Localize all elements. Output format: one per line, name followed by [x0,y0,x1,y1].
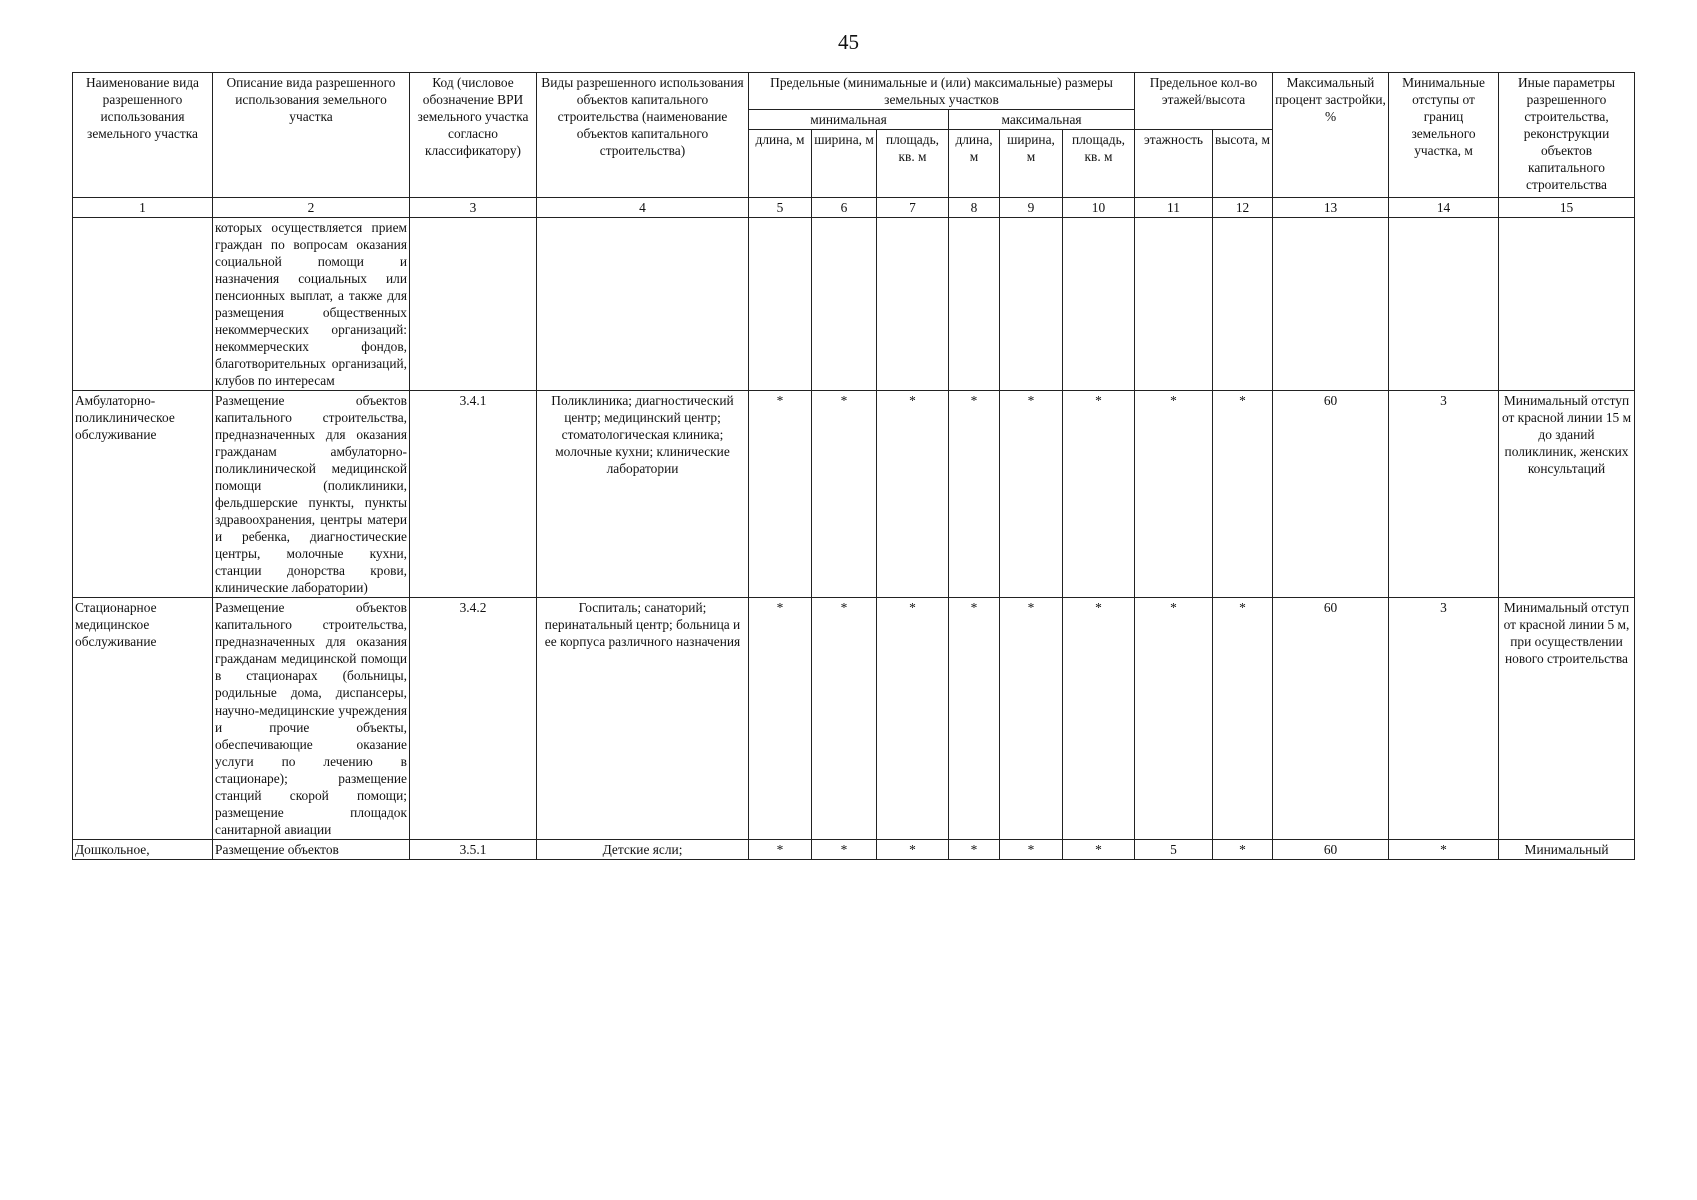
cell-floors [1135,218,1213,391]
column-number: 5 [749,198,812,218]
cell-name: Амбулаторно-поликлиническое обслуживание [73,391,213,598]
cell-code [410,218,537,391]
cell-description: Размещение объектов капитального строительства, предназначенных для оказания гражданам медицинской помощи в стационарах (больницы, родильные дома, диспансеры, научно-медицинские учреждения и прочие объекты, обеспечивающие оказание услуги по лечению в стационаре); размещение станций скорой помощи; размещение площадок санитарной авиации [213,598,410,839]
cell-code: 3.4.2 [410,598,537,839]
cell-max-coverage: 60 [1273,391,1389,598]
cell-max-coverage [1273,218,1389,391]
cell-height [1213,218,1273,391]
column-number: 8 [949,198,1000,218]
cell-name [73,218,213,391]
cell-max-area: * [1063,598,1135,839]
cell-name: Стационарное медицинское обслуживание [73,598,213,839]
cell-description: которых осуществляется прием граждан по вопросам оказания социальной помощи и назначения социальных или пенсионных выплат, а также для размещения общественных некоммерческих организаций: некоммерческих фондов, благотворительных организаций, клубов по интересам [213,218,410,391]
header-height: высота, м [1213,130,1273,198]
header-land-use-name: Наименование вида разрешенного использования земельного участка [73,73,213,198]
cell-max-width: * [1000,598,1063,839]
column-number: 13 [1273,198,1389,218]
cell-max-area [1063,218,1135,391]
cell-objects: Детские ясли; [537,839,749,859]
header-max-width: ширина, м [1000,130,1063,198]
header-max-coverage: Максимальный процент застройки, % [1273,73,1389,198]
cell-min-area: * [877,391,949,598]
table-row [73,598,1635,839]
cell-height: * [1213,598,1273,839]
cell-other [1499,218,1635,391]
cell-max-width: * [1000,391,1063,598]
table-row [73,391,1635,598]
cell-code: 3.4.1 [410,391,537,598]
cell-height: * [1213,839,1273,859]
header-plot-size-limits: Предельные (минимальные и (или) максимальные) размеры земельных участков [749,73,1135,110]
cell-min-width: * [812,598,877,839]
land-use-regulations-table [72,72,1635,860]
header-code: Код (числовое обозначение ВРИ земельного участка согласно классификатору) [410,73,537,198]
cell-min-area [877,218,949,391]
cell-min-width [812,218,877,391]
header-floors: этажность [1135,130,1213,198]
header-min-length: длина, м [749,130,812,198]
cell-floors: * [1135,598,1213,839]
cell-min-length: * [749,598,812,839]
cell-description: Размещение объектов капитального строительства, предназначенных для оказания гражданам амбулаторно-поликлинической медицинской помощи (поликлиники, фельдшерские пункты, пункты здравоохранения, центры матери и ребенка, диагностические центры, молочные кухни, станции донорства крови, клинические лаборатории) [213,391,410,598]
cell-other: Минимальный отступ от красной линии 5 м, при осуществлении нового строительства [1499,598,1635,839]
cell-min-width: * [812,839,877,859]
cell-max-coverage: 60 [1273,598,1389,839]
column-number: 11 [1135,198,1213,218]
header-min-width: ширина, м [812,130,877,198]
cell-min-length: * [749,839,812,859]
cell-min-setback: 3 [1389,391,1499,598]
column-number: 12 [1213,198,1273,218]
page-number: 45 [838,30,859,54]
column-number: 9 [1000,198,1063,218]
column-number: 10 [1063,198,1135,218]
column-number: 6 [812,198,877,218]
cell-other: Минимальный [1499,839,1635,859]
header-min-area: площадь, кв. м [877,130,949,198]
column-number: 1 [73,198,213,218]
column-number: 7 [877,198,949,218]
cell-objects: Госпиталь; санаторий; перинатальный центр; больница и ее корпуса различного назначения [537,598,749,839]
cell-min-length: * [749,391,812,598]
table-body [73,218,1635,860]
cell-max-length [949,218,1000,391]
cell-min-length [749,218,812,391]
header-min-setbacks: Минимальные отступы от границ земельного участка, м [1389,73,1499,198]
header-max-area: площадь, кв. м [1063,130,1135,198]
cell-name: Дошкольное, [73,839,213,859]
header-max-length: длина, м [949,130,1000,198]
cell-max-length: * [949,839,1000,859]
cell-description: Размещение объектов [213,839,410,859]
header-minimum: минимальная [749,110,949,130]
cell-min-setback [1389,218,1499,391]
cell-height: * [1213,391,1273,598]
column-number: 3 [410,198,537,218]
header-maximum: максимальная [949,110,1135,130]
table-row [73,218,1635,391]
cell-floors: 5 [1135,839,1213,859]
cell-min-area: * [877,598,949,839]
table-row [73,839,1635,859]
cell-max-area: * [1063,839,1135,859]
cell-min-width: * [812,391,877,598]
cell-objects [537,218,749,391]
column-number: 4 [537,198,749,218]
header-land-use-description: Описание вида разрешенного использования земельного участка [213,73,410,198]
cell-max-coverage: 60 [1273,839,1389,859]
cell-max-area: * [1063,391,1135,598]
cell-max-length: * [949,598,1000,839]
cell-objects: Поликлиника; диагностический центр; медицинский центр; стоматологическая клиника; молочные кухни; клинические лаборатории [537,391,749,598]
column-number-row [73,198,1635,218]
header-other-parameters: Иные параметры разрешенного строительства, реконструкции объектов капитального строительства [1499,73,1635,198]
column-number: 14 [1389,198,1499,218]
cell-max-length: * [949,391,1000,598]
cell-other: Минимальный отступ от красной линии 15 м до зданий поликлиник, женских консультаций [1499,391,1635,598]
cell-min-area: * [877,839,949,859]
cell-max-width [1000,218,1063,391]
cell-min-setback: * [1389,839,1499,859]
column-number: 2 [213,198,410,218]
cell-max-width: * [1000,839,1063,859]
header-capital-objects: Виды разрешенного использования объектов капитального строительства (наименование объектов капитального строительства) [537,73,749,198]
cell-min-setback: 3 [1389,598,1499,839]
table-header [73,73,1635,218]
header-floors-height: Предельное кол-во этажей/высота [1135,73,1273,130]
column-number: 15 [1499,198,1635,218]
cell-code: 3.5.1 [410,839,537,859]
cell-floors: * [1135,391,1213,598]
